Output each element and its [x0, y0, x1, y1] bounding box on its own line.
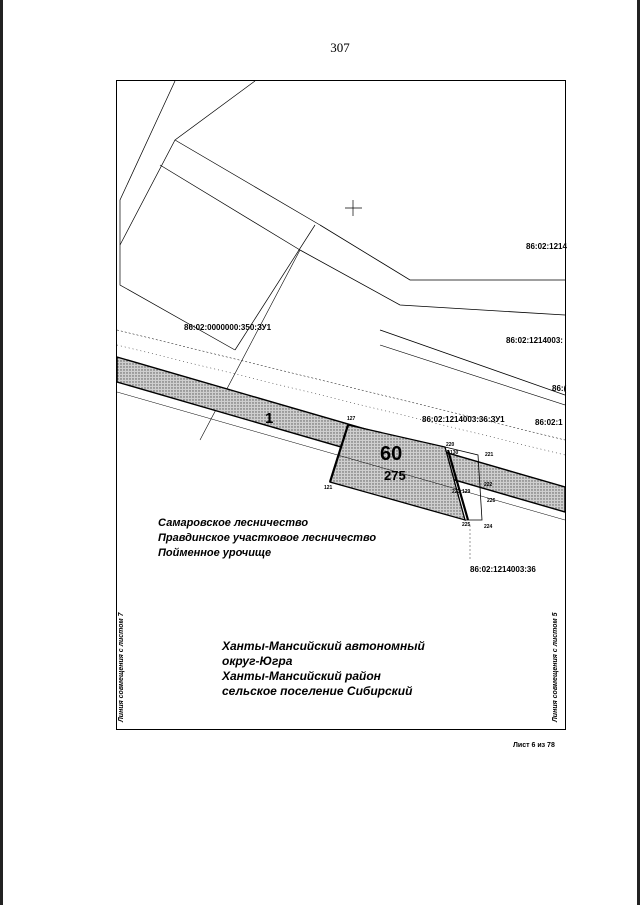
- road-line-1: [320, 225, 565, 280]
- point-121: 121: [324, 485, 333, 491]
- section-number: 1: [265, 410, 274, 427]
- label-right-mid: 86:02:1214003:: [506, 336, 563, 345]
- forestry-line-3: Пойменное урочище: [158, 547, 272, 559]
- point-130: 130: [450, 450, 459, 456]
- label-top-right: 86:02:1214: [526, 242, 567, 251]
- region-block: [222, 639, 425, 699]
- point-224: 224: [484, 524, 493, 530]
- point-127: 127: [347, 416, 356, 422]
- hatched-corridor: [117, 357, 565, 512]
- road-line-4: [380, 345, 565, 405]
- point-221: 221: [485, 452, 494, 458]
- region-line-3: Ханты-Мансийский район: [222, 669, 381, 683]
- parcel-boundary-4: [160, 165, 300, 250]
- parcel-boundary-2: [120, 81, 255, 245]
- plot-area: 275: [384, 468, 406, 483]
- label-zu1-main: 86:02:0000000:350:ЗУ1: [184, 323, 272, 332]
- forestry-line-1: Самаровское лесничество: [158, 517, 309, 529]
- point-220: 220: [446, 442, 455, 448]
- point-226: 226: [487, 498, 496, 504]
- point-223: 223: [452, 489, 461, 495]
- parcel-boundary-3: [175, 140, 320, 225]
- bottom-road: [117, 392, 565, 520]
- region-line-1: Ханты-Мансийский автономный: [222, 639, 425, 653]
- point-129: 129: [462, 489, 471, 495]
- match-line-right: Линия совмещения с листом 5: [552, 612, 559, 722]
- sheet-label: Лист 6 из 78: [513, 742, 555, 749]
- region-line-2: округ-Югра: [222, 654, 293, 668]
- match-line-left: Линия совмещения с листом 7: [118, 612, 125, 722]
- forestry-block: [158, 516, 376, 561]
- label-zu1-36: 86:02:1214003:36:ЗУ1: [422, 415, 505, 424]
- forestry-line-2: Правдинское участковое лесничество: [158, 532, 377, 544]
- parcel-boundary-1: [120, 81, 235, 350]
- road-line-2: [300, 250, 565, 315]
- point-222: 222: [484, 482, 493, 488]
- label-right-small-b: 86:02:1: [535, 418, 563, 427]
- block-number: 60: [380, 443, 403, 465]
- label-right-small-a: 86:(: [552, 384, 567, 393]
- region-line-4: сельское поселение Сибирский: [222, 684, 413, 698]
- label-bottom: 86:02:1214003:36: [470, 565, 536, 574]
- page-number: 307: [330, 40, 350, 55]
- point-225: 225: [462, 522, 471, 528]
